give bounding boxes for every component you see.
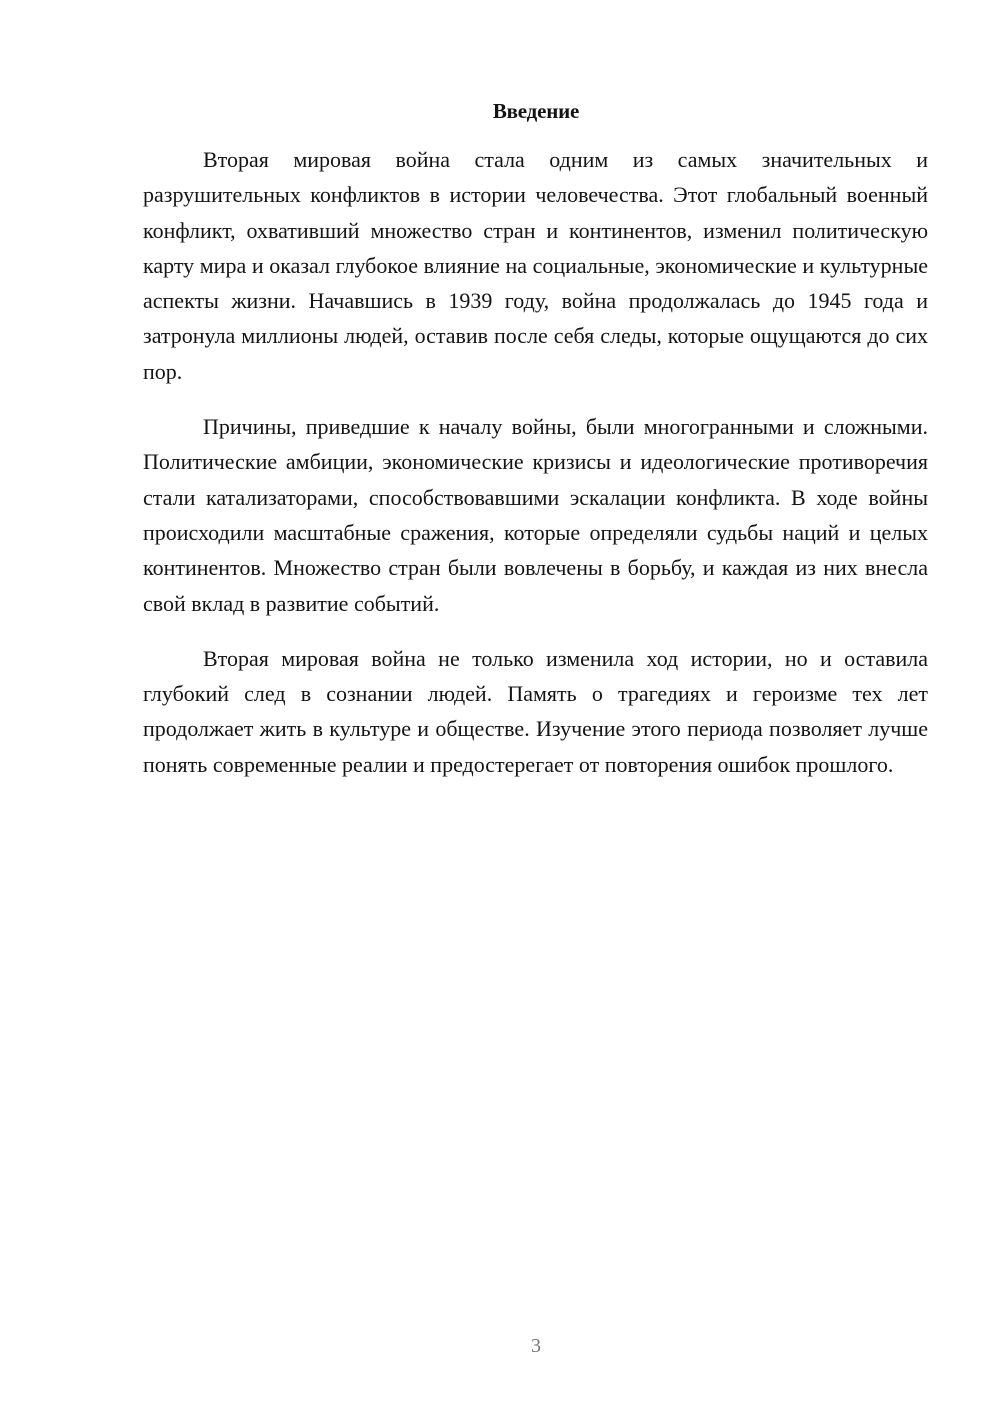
paragraph-1: Вторая мировая война стала одним из самых значительных и разрушительных конфликтов в истории человечества. Этот глобальный военный конфликт, охвативший множество стран и континентов, изменил политическую карту мира и оказал глубокое влияние на социальные, экономические и культурные аспекты жизни. Начавшись в 1939 году, война продолжалась до 1945 года и затронула миллионы людей, оставив после себя следы, которые ощущаются до сих пор. — [143, 147, 928, 384]
page-number: 3 — [531, 1335, 541, 1357]
paragraph-3: Вторая мировая война не только изменила ход истории, но и оставила глубокий след в сознании людей. Память о трагедиях и героизме тех лет продолжает жить в культуре и обществе. Изучение этого периода позволяет лучше понять современные реалии и предостерегает от повторения ошибок прошлого. — [143, 645, 928, 777]
body-text — [143, 142, 928, 802]
paragraph-2: Причины, приведшие к началу войны, были многогранными и сложными. Политические амбиции, экономические кризисы и идеологические противоречия стали катализаторами, способствовавшими эскалации конфликта. В ходе войны происходили масштабные сражения, которые определяли судьбы наций и целых континентов. Множество стран были вовлечены в борьбу, и каждая из них внесла свой вклад в развитие событий. — [143, 414, 928, 616]
section-heading: Введение — [492, 99, 580, 123]
